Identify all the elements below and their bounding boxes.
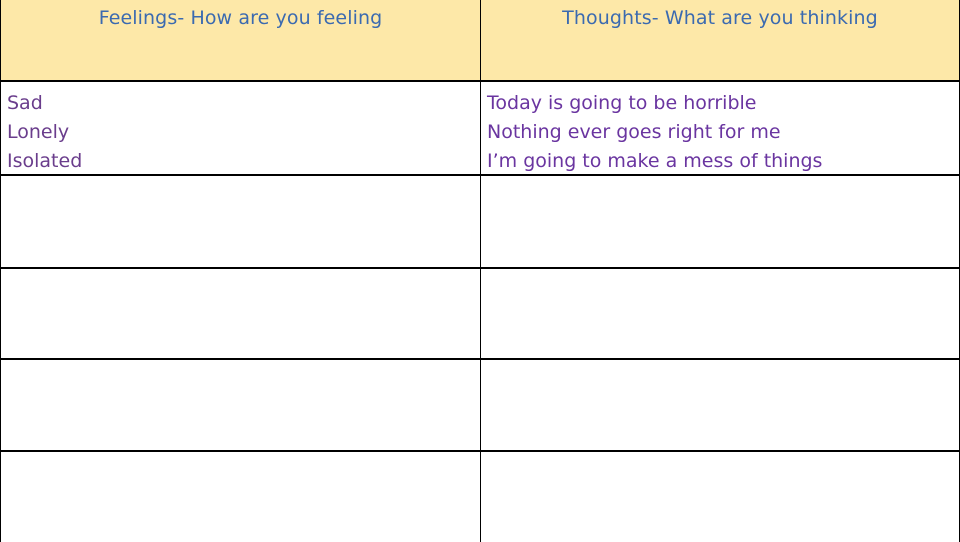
header-feelings-label: Feelings- How are you feeling — [98, 7, 383, 29]
feelings-cell[interactable] — [0, 452, 481, 542]
feelings-cell[interactable] — [0, 269, 481, 360]
table-row — [0, 176, 960, 269]
thoughts-list — [481, 82, 959, 176]
thought-item: Today is going to be horrible — [487, 92, 757, 114]
table-row — [0, 452, 960, 542]
thoughts-cell[interactable] — [480, 360, 960, 452]
thoughts-cell[interactable] — [480, 176, 960, 269]
feelings-cell[interactable] — [0, 82, 481, 176]
feelings-cell[interactable] — [0, 176, 481, 269]
feelings-list — [1, 82, 480, 176]
thoughts-cell[interactable] — [480, 452, 960, 542]
thought-item: I’m going to make a mess of things — [487, 150, 823, 172]
feeling-item: Lonely — [7, 121, 70, 143]
thought-item: Nothing ever goes right for me — [487, 121, 781, 143]
table-header-row — [0, 0, 960, 82]
thoughts-cell[interactable] — [480, 82, 960, 176]
table-row — [0, 269, 960, 360]
table-row — [0, 82, 960, 176]
table-row — [0, 360, 960, 452]
thoughts-cell[interactable] — [480, 269, 960, 360]
header-thoughts-label: Thoughts- What are you thinking — [562, 7, 878, 29]
header-cell-thoughts — [480, 0, 960, 82]
feeling-item: Sad — [7, 92, 43, 114]
feelings-cell[interactable] — [0, 360, 481, 452]
feeling-item: Isolated — [7, 150, 83, 172]
header-cell-feelings — [0, 0, 481, 82]
